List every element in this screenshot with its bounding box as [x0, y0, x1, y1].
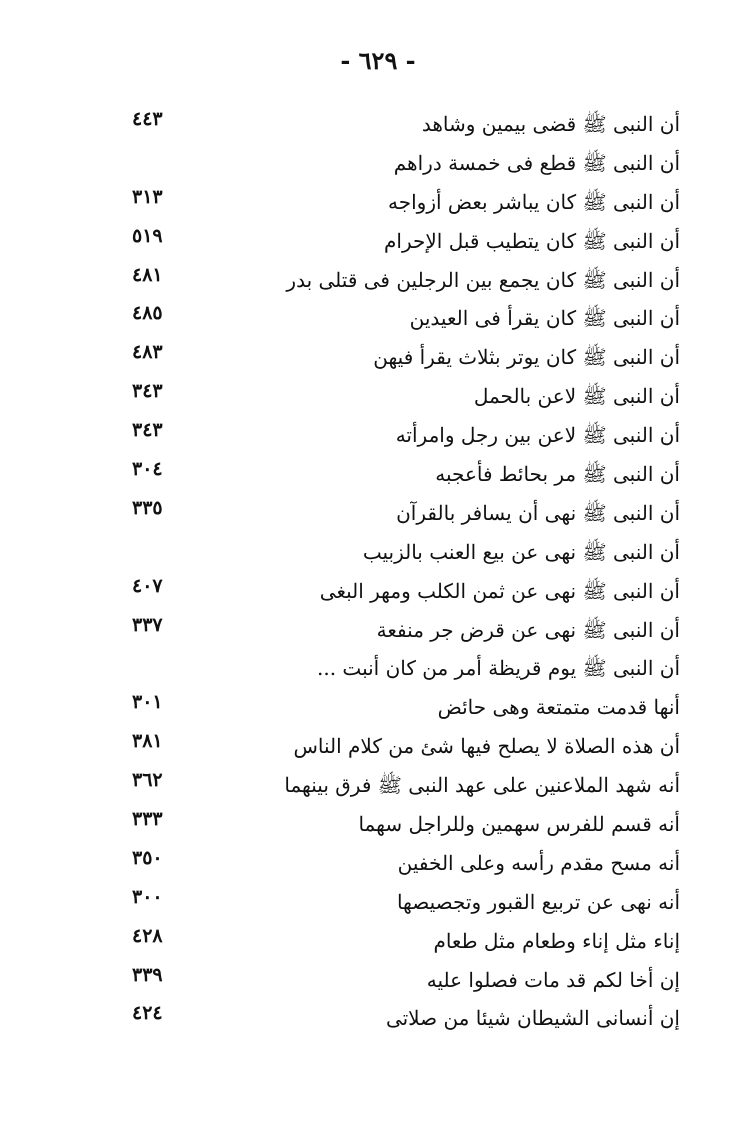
list-item: [120, 884, 680, 923]
entry-page-number: ٣٥٠: [132, 846, 163, 869]
entry-page-number: ٣٣٩: [132, 963, 163, 986]
entry-page-number: ٤٨٥: [132, 302, 163, 325]
entry-page-number: ٣٣٧: [132, 613, 163, 636]
entry-page-number: ٣٠٠: [132, 885, 163, 908]
entry-page-number: ٤٢٤: [132, 1002, 163, 1025]
list-item: [120, 223, 680, 262]
list-item: [120, 650, 680, 689]
list-item: [120, 378, 680, 417]
list-item: [120, 923, 680, 962]
list-item: [120, 806, 680, 845]
entry-text: أن النبى ﷺ كان يقرأ فى العيدين: [409, 306, 680, 331]
entry-text: أن النبى ﷺ نهى أن يسافر بالقرآن: [396, 500, 680, 525]
entry-page-number: ٣٣٥: [132, 496, 163, 519]
entry-text: أنه قسم للفرس سهمين وللراجل سهما: [358, 812, 680, 837]
index-list: [120, 106, 680, 1039]
list-item: [120, 417, 680, 456]
entry-page-number: ٣١٣: [132, 185, 163, 208]
list-item: [120, 145, 680, 184]
list-item: [120, 689, 680, 728]
entry-text: أن النبى ﷺ قطع فى خمسة دراهم: [393, 150, 680, 175]
list-item: [120, 456, 680, 495]
list-item: [120, 612, 680, 651]
entry-text: أن النبى ﷺ كان يتطيب قبل الإحرام: [384, 228, 680, 253]
entry-text: أن النبى ﷺ كان يباشر بعض أزواجه: [388, 189, 680, 214]
entry-text: أن النبى ﷺ لاعن بالحمل: [473, 384, 680, 409]
entry-text: أن النبى ﷺ كان يجمع بين الرجلين فى قتلى بدر: [286, 267, 680, 292]
entry-page-number: ٤٤٣: [132, 108, 163, 130]
entry-page-number: ٣٠١: [132, 691, 163, 714]
entry-text: أنه نهى عن تربيع القبور وتجصيصها: [396, 889, 680, 914]
page-number: - ٦٢٩ -: [340, 46, 416, 75]
entry-page-number: ٥١٩: [132, 224, 163, 247]
list-item: [120, 262, 680, 301]
entry-page-number: ٣٠٤: [132, 458, 163, 481]
list-item: [120, 573, 680, 612]
list-item: [120, 184, 680, 223]
list-item: [120, 962, 680, 1001]
entry-page-number: ٣٨١: [132, 730, 163, 753]
entry-page-number: ٣٤٣: [132, 380, 163, 403]
entry-page-number: ٣٤٣: [132, 419, 163, 442]
list-item: [120, 534, 680, 573]
entry-text: أن النبى ﷺ نهى عن بيع العنب بالزبيب: [362, 539, 680, 564]
list-item: [120, 1000, 680, 1039]
list-item: [120, 300, 680, 339]
list-item: [120, 767, 680, 806]
entry-text: أن هذه الصلاة لا يصلح فيها شئ من كلام الناس: [293, 734, 680, 759]
entry-page-number: ٤٠٧: [132, 574, 163, 597]
entry-text: أنه شهد الملاعنين على عهد النبى ﷺ فرق بينهما: [284, 773, 680, 798]
entry-page-number: ٤٢٨: [132, 924, 163, 947]
entry-text: أن النبى ﷺ نهى عن ثمن الكلب ومهر البغى: [319, 578, 680, 603]
entry-page-number: ٤٨١: [132, 263, 163, 286]
entry-text: أن النبى ﷺ لاعن بين رجل وامرأته: [395, 423, 680, 448]
entry-text: أن النبى ﷺ كان يوتر بثلاث يقرأ فيهن: [373, 345, 680, 370]
entry-text: أن النبى ﷺ قضى بيمين وشاهد: [421, 112, 680, 136]
entry-page-number: ٤٨٣: [132, 341, 163, 364]
list-item: [120, 106, 680, 145]
entry-page-number: ٣٣٣: [132, 808, 163, 831]
entry-text: أن النبى ﷺ يوم قريظة أمر من كان أنبت ...: [317, 656, 680, 681]
list-item: [120, 728, 680, 767]
entry-text: إن أخا لكم قد مات فصلوا عليه: [426, 967, 680, 992]
list-item: [120, 339, 680, 378]
entry-text: أن النبى ﷺ نهى عن قرض جر منفعة: [376, 617, 680, 642]
entry-text: أنه مسح مقدم رأسه وعلى الخفين: [397, 850, 680, 875]
entry-text: أنها قدمت متمتعة وهى حائض: [437, 695, 680, 720]
list-item: [120, 845, 680, 884]
entry-text: إناء مثل إناء وطعام مثل طعام: [433, 928, 680, 953]
entry-text: إن أنسانى الشيطان شيئا من صلاتى: [385, 1006, 680, 1031]
entry-text: أن النبى ﷺ مر بحائط فأعجبه: [435, 462, 680, 487]
entry-page-number: ٣٦٢: [132, 769, 163, 792]
list-item: [120, 495, 680, 534]
